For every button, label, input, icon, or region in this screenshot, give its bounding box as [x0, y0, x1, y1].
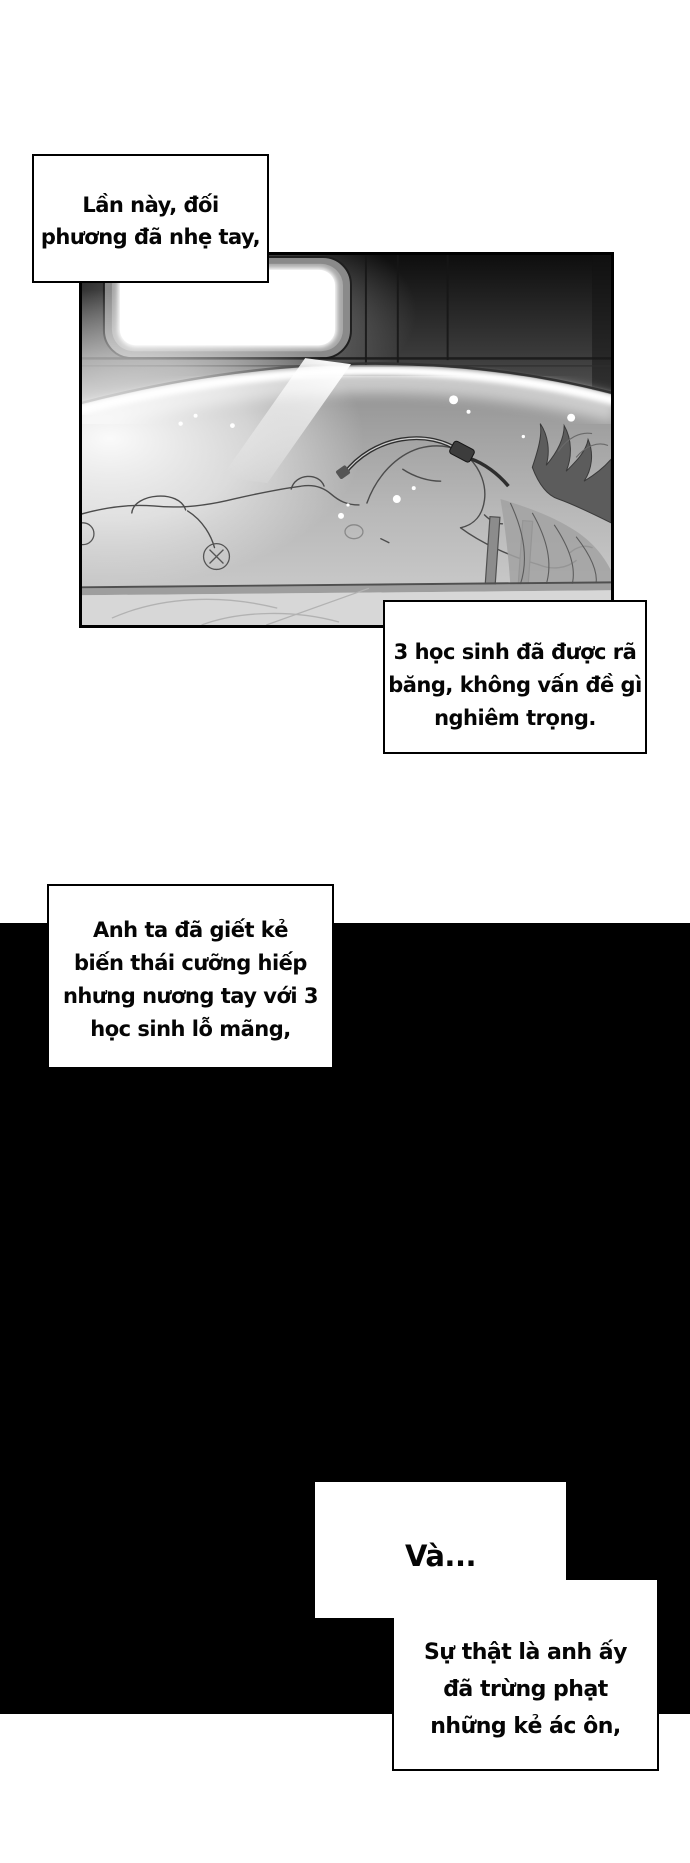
caption-line: Sự thật là anh ấy: [424, 1640, 627, 1665]
caption-line: phương đã nhẹ tay,: [40, 225, 261, 249]
caption-line: biến thái cưỡng hiếp: [74, 951, 307, 975]
caption-line: những kẻ ác ôn,: [430, 1714, 621, 1739]
caption-box-2: [383, 600, 647, 754]
caption-line: đã trừng phạt: [443, 1677, 608, 1702]
caption-line: nhưng nương tay với 3: [62, 984, 319, 1008]
caption-box-3: [47, 884, 334, 1069]
caption-box-1: [32, 154, 269, 283]
caption-line: Lần này, đối: [82, 193, 219, 217]
caption-line: 3 học sinh đã được rã: [393, 639, 637, 664]
caption-line: Anh ta đã giết kẻ: [92, 918, 289, 942]
panel-artwork: [82, 255, 611, 625]
caption-line: học sinh lỗ mãng,: [90, 1017, 291, 1041]
caption-line: nghiêm trọng.: [434, 705, 596, 730]
caption-line: băng, không vấn đề gì: [388, 672, 642, 697]
caption-line: Và...: [405, 1538, 476, 1573]
caption-box-va: [315, 1482, 566, 1618]
comic-panel: [79, 252, 614, 628]
